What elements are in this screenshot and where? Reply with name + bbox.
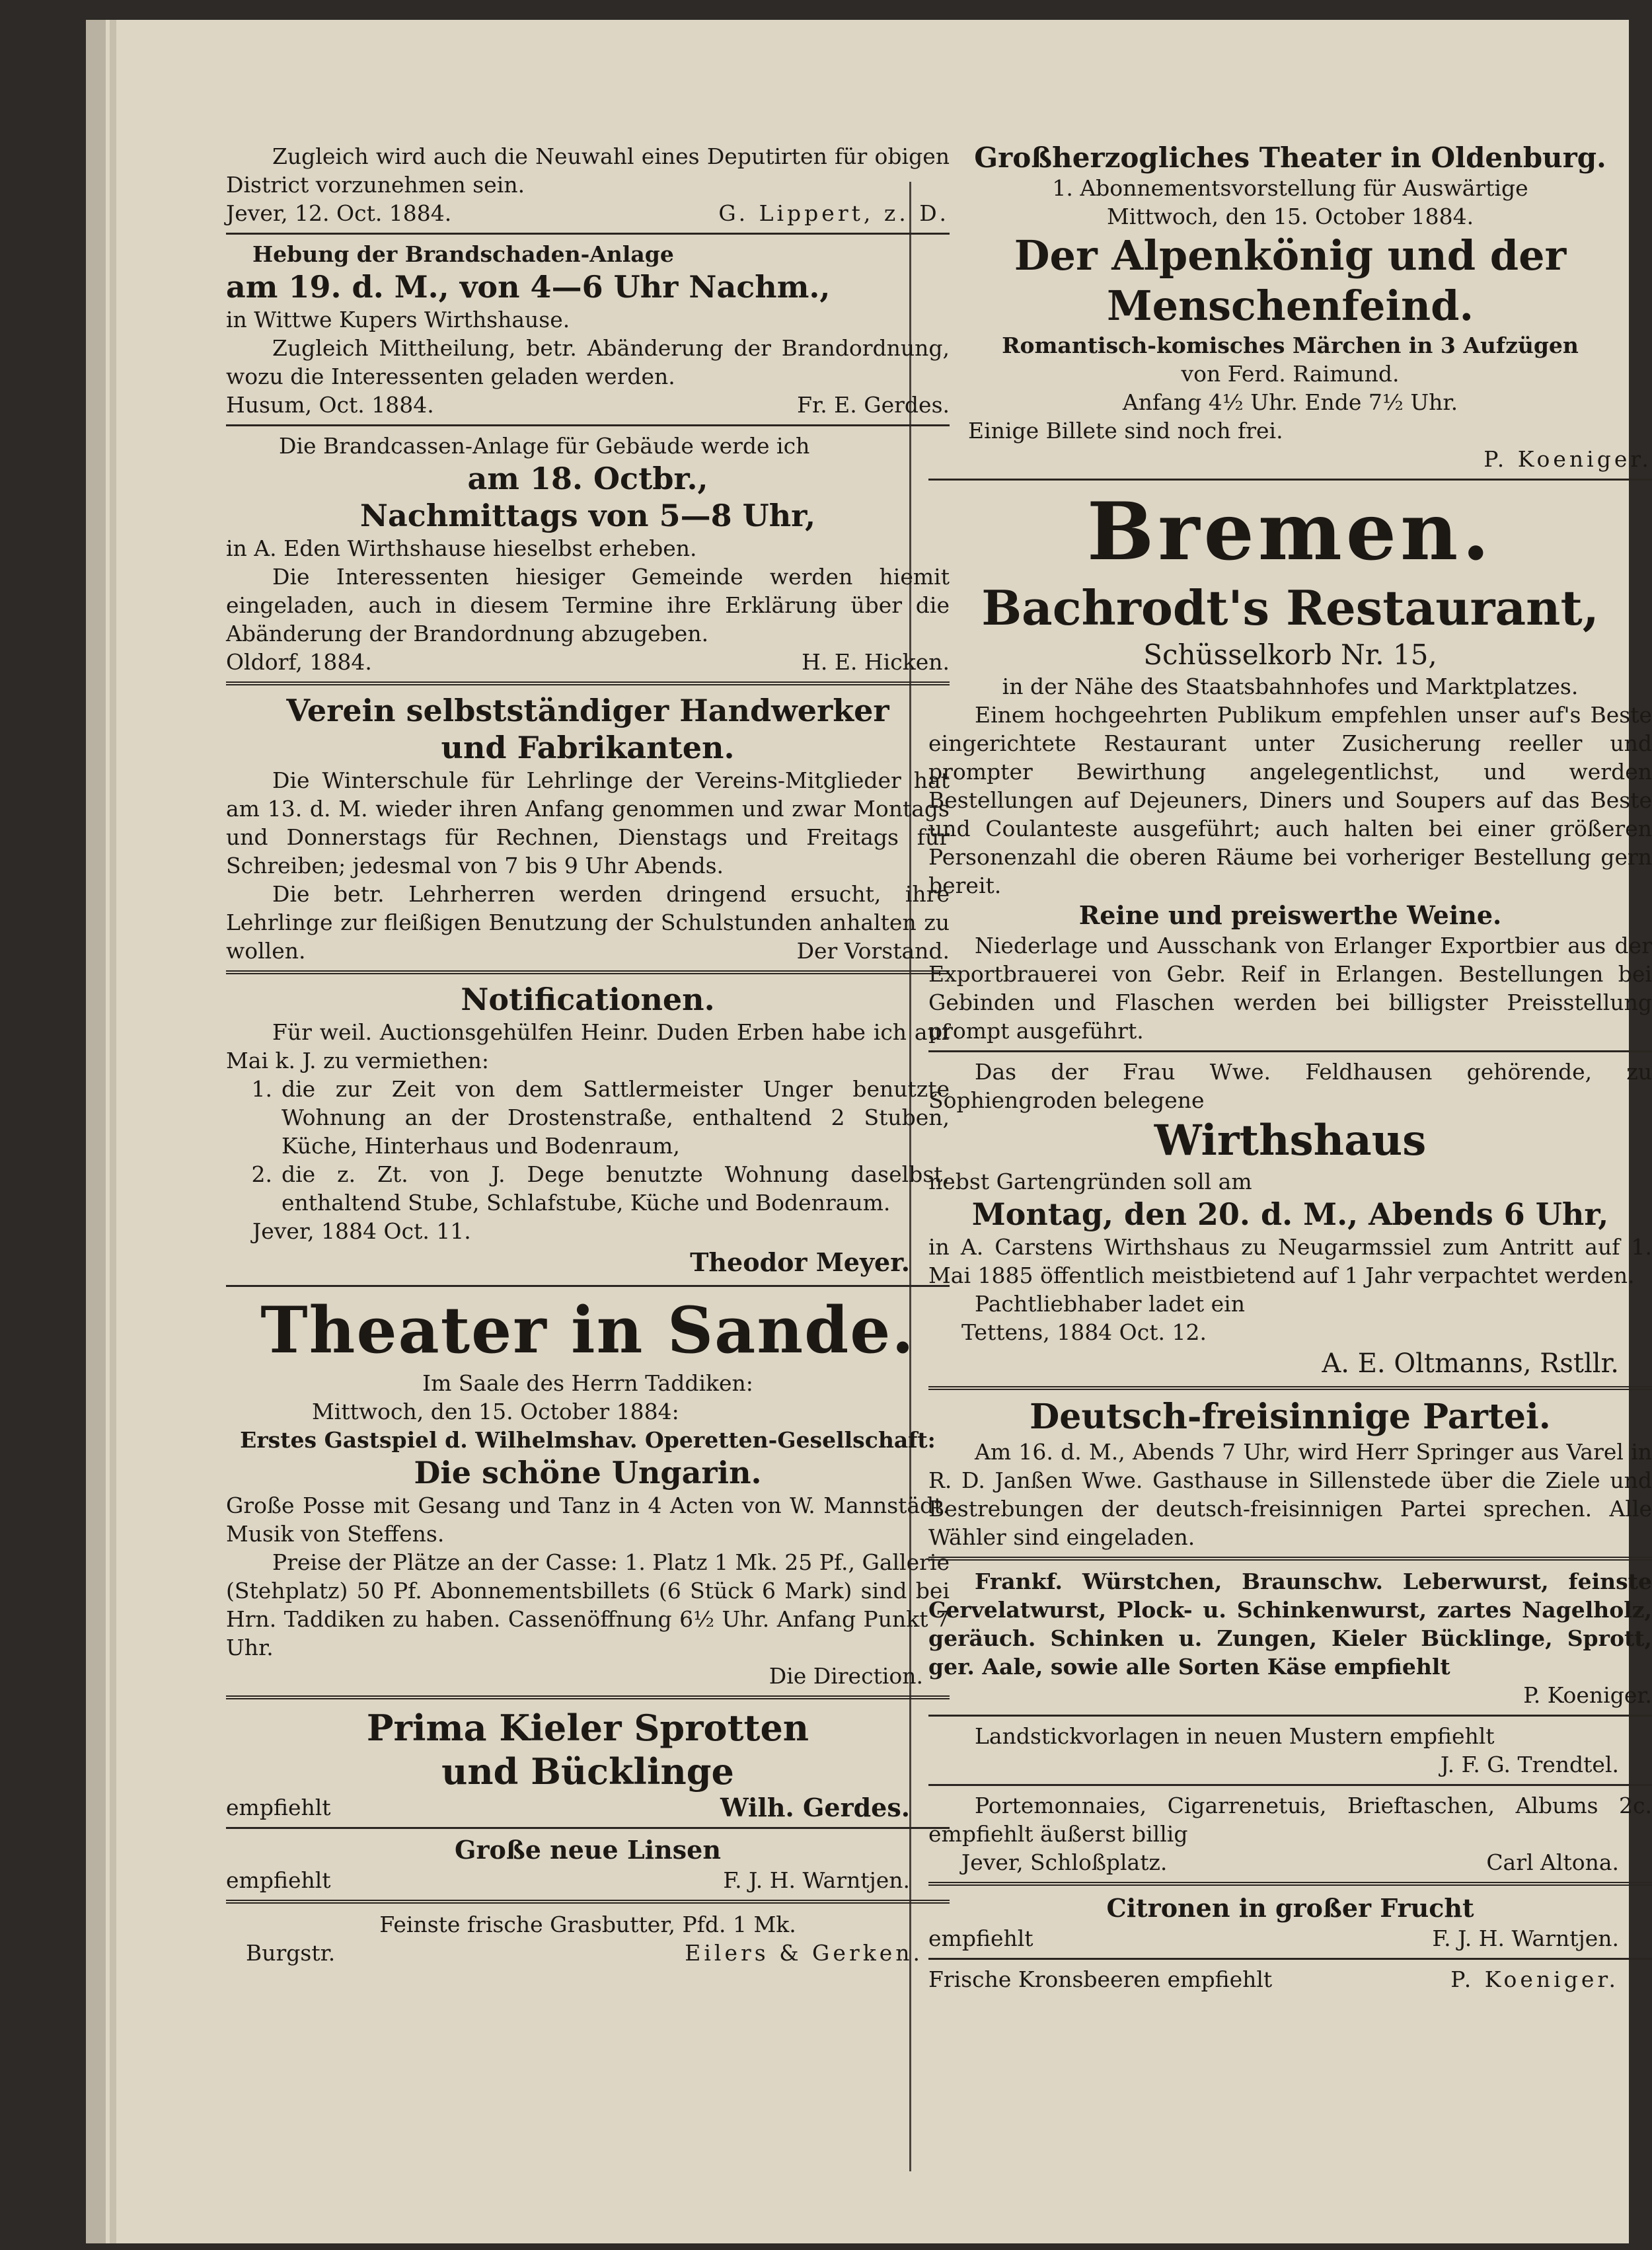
wurst-signature: P. Koeniger. (1523, 1682, 1652, 1708)
portemonnaie-signature: Carl Altona. (1486, 1849, 1619, 1875)
sprotten-title-2: und Bücklinge (441, 1750, 734, 1793)
wurst-ad (928, 1567, 1652, 1709)
left-column (226, 142, 950, 1972)
oldenburg-line-2: Mittwoch, den 15. October 1884. (1106, 204, 1474, 229)
notifications-list (226, 1075, 950, 1217)
brandcassen-place-date: Oldorf, 1884. (226, 649, 372, 675)
deputy-signature: G. Lippert, z. D. (718, 200, 950, 226)
separator (226, 1695, 950, 1699)
kronsbeeren-ad (928, 1965, 1652, 1994)
citronen-label: empfiehlt (928, 1925, 1033, 1951)
wurst-text: Frankf. Würstchen, Braunschw. Leberwurst, feinste Cervelatwurst, Plock- u. Schinkenwurst, zartes Nagelholz, geräuch. Schinken u. Zungen, Kieler Bücklinge, Sprott, ger. Aale, sowie alle Sorten Käse empfiehlt (928, 1569, 1652, 1680)
theater-sande-line-2: Mittwoch, den 15. October 1884: (312, 1399, 679, 1424)
separator (226, 1900, 950, 1904)
brandcassen-date: am 18. Octbr., (467, 461, 708, 496)
verein-ad (226, 692, 950, 965)
citronen-signature: F. J. H. Warntjen. (1432, 1925, 1619, 1951)
sprotten-signature: Wilh. Gerdes. (720, 1793, 910, 1822)
wirthshaus-ad (928, 1058, 1652, 1381)
separator (226, 970, 950, 974)
separator (226, 1285, 950, 1287)
partei-text: Am 16. d. M., Abends 7 Uhr, wird Herr Springer aus Varel in R. D. Janßen Wwe. Gasthause in Sillenstede über die Ziele und Bestrebungen der deutsch-freisinnigen Partei sprechen. Alle Wähler sind eingeladen. (928, 1439, 1652, 1550)
partei-ad (928, 1397, 1652, 1551)
item-number: 1. (251, 1076, 272, 1102)
deputy-place-date: Jever, 12. Oct. 1884. (226, 200, 452, 226)
wirthshaus-place-date: Tettens, 1884 Oct. 12. (961, 1319, 1207, 1345)
theater-sande-text-2: Preise der Plätze an der Casse: 1. Platz 1 Mk. 25 Pf., Gallerie (Stehplatz) 50 Pf. Abonnementsbillets (6 Stück 6 Mark) sind bei Hrn. Taddiken zu haben. Cassenöffnung 6½ Uhr. Anfang Punkt 7 Uhr. (226, 1549, 950, 1660)
wirthshaus-signature: A. E. Oltmanns, Rstllr. (1322, 1348, 1619, 1379)
separator (928, 1050, 1652, 1052)
page-edge-inner (110, 20, 116, 2243)
oldenburg-play-1: Der Alpenkönig und der (1014, 231, 1567, 280)
butter-place: Burgstr. (246, 1940, 336, 1966)
brandcassen-signature: H. E. Hicken. (802, 649, 950, 675)
brandcassen-time: Nachmittags von 5—8 Uhr, (359, 498, 816, 533)
sprotten-ad (226, 1706, 950, 1822)
wirthshaus-text-1: nebst Gartengründen soll am (928, 1169, 1252, 1194)
wirthshaus-intro: Das der Frau Wwe. Feldhausen gehörende, zu Sophiengroden belegene (928, 1059, 1652, 1113)
stick-text: Landstickvorlagen in neuen Mustern empfiehlt (975, 1723, 1495, 1749)
stick-signature: J. F. G. Trendtel. (1440, 1752, 1619, 1777)
linsen-label: empfiehlt (226, 1867, 331, 1893)
notifications-intro: Für weil. Auctionsgehülfen Heinr. Duden Erben habe ich auf Mai k. J. zu vermiethen: (226, 1019, 950, 1073)
notifications-place-date: Jever, 1884 Oct. 11. (252, 1218, 471, 1244)
notifications-title: Notificationen. (461, 982, 715, 1017)
separator (226, 424, 950, 426)
brandschaden-text: Zugleich Mittheilung, betr. Abänderung der Brandordnung, wozu die Interessenten geladen werden. (226, 335, 950, 389)
verein-signature: Der Vorstand. (796, 938, 950, 964)
oldenburg-tickets: Einige Billete sind noch frei. (968, 418, 1283, 444)
item-number: 2. (251, 1161, 272, 1187)
wirthshaus-date: Montag, den 20. d. M., Abends 6 Uhr, (971, 1196, 1609, 1232)
notifications-ad (226, 981, 950, 1280)
theater-sande-title: Theater in Sande. (260, 1293, 915, 1368)
oldenburg-signature: P. Koeniger. (1483, 446, 1652, 472)
item-text: die z. Zt. von J. Dege benutzte Wohnung daselbst, enthaltend Stube, Schlafstube, Küche und Bodenraum. (282, 1161, 950, 1216)
separator (928, 1784, 1652, 1786)
kronsbeeren-text: Frische Kronsbeeren empfiehlt (928, 1966, 1273, 1992)
separator (928, 1386, 1652, 1390)
citronen-title: Citronen in großer Frucht (1106, 1893, 1474, 1923)
bremen-wine: Reine und preiswerthe Weine. (1078, 900, 1502, 930)
bremen-restaurant: Bachrodt's Restaurant, (981, 580, 1599, 636)
newspaper-page (86, 20, 1652, 2243)
separator (928, 1958, 1652, 1960)
theater-sande-line-3: Erstes Gastspiel d. Wilhelmshav. Operetten-Gesellschaft: (240, 1427, 936, 1453)
item-text: die zur Zeit von dem Sattlermeister Unger benutzte Wohnung an der Drostenstraße, enthaltend 2 Stuben, Küche, Hinterhaus und Bodenraum, (282, 1076, 950, 1159)
oldenburg-play-2: Menschenfeind. (1106, 282, 1474, 330)
butter-ad (226, 1910, 950, 1967)
brandschaden-ad (226, 240, 950, 419)
brandschaden-place-date: Husum, Oct. 1884. (226, 392, 434, 418)
theater-sande-text-1: Große Posse mit Gesang und Tanz in 4 Acten von W. Mannstädt. Musik von Steffens. (226, 1493, 950, 1547)
oldenburg-title: Großherzogliches Theater in Oldenburg. (974, 141, 1606, 174)
list-item (226, 1075, 950, 1160)
brandschaden-date: am 19. d. M., von 4—6 Uhr Nachm., (226, 269, 831, 305)
notifications-signature: Theodor Meyer. (690, 1247, 910, 1277)
bremen-address: Schüsselkorb Nr. 15, (1143, 639, 1437, 671)
brandschaden-heading: Hebung der Brandschaden-Anlage (252, 241, 674, 267)
theater-sande-line-1: Im Saale des Herrn Taddiken: (422, 1370, 753, 1396)
wirthshaus-title: Wirthshaus (1154, 1116, 1427, 1165)
linsen-ad (226, 1834, 950, 1894)
wirthshaus-text-2: in A. Carstens Wirthshaus zu Neugarmssiel zum Antritt auf 1. Mai 1885 öffentlich meistbietend auf 1 Jahr verpachtet werden. (928, 1234, 1652, 1288)
separator (928, 479, 1652, 481)
separator (226, 233, 950, 235)
bremen-text-2: Niederlage und Ausschank von Erlanger Exportbier aus der Exportbrauerei von Gebr. Reif in Erlangen. Bestellungen bei Gebinden und Flaschen werden bei billigster Preisstellung prompt ausgeführt. (928, 933, 1652, 1044)
right-column (928, 142, 1652, 1999)
partei-title: Deutsch-freisinnige Partei. (1030, 1397, 1551, 1437)
theater-sande-signature: Die Direction. (769, 1663, 923, 1689)
brandcassen-text: Die Interessenten hiesiger Gemeinde werden hiemit eingeladen, auch in diesem Termine ihre Erklärung über die Abänderung der Brandordnung abzugeben. (226, 564, 950, 646)
bremen-text: Einem hochgeehrten Publikum empfehlen unser auf's Beste eingerichtete Restaurant unter Zusicherung reeller und prompter Bewirthung angelegentlichst, und werden Bestellungen auf Dejeuners, Diners und Soupers auf das Beste und Coulanteste ausgeführt; auch halten bei einer größeren Personenzahl die oberen Räume bei vorheriger Bestellung gern bereit. (928, 702, 1652, 898)
brandschaden-place: in Wittwe Kupers Wirthshause. (226, 307, 570, 332)
separator (226, 681, 950, 685)
linsen-signature: F. J. H. Warntjen. (723, 1867, 910, 1893)
deputy-ad (226, 142, 950, 227)
bremen-ad (928, 486, 1652, 1045)
verein-text-2: Die betr. Lehrherren werden dringend ersucht, ihre Lehrlinge zur fleißigen Benutzung der Schulstunden anhalten zu wollen. (226, 881, 950, 964)
oldenburg-line-1: 1. Abonnementsvorstellung für Auswärtige (1052, 175, 1528, 201)
brandschaden-signature: Fr. E. Gerdes. (797, 392, 950, 418)
separator (928, 1882, 1652, 1886)
list-item (226, 1160, 950, 1217)
deputy-text: Zugleich wird auch die Neuwahl eines Deputirten für obigen District vorzunehmen sein. (226, 143, 950, 198)
bremen-title: Bremen. (1086, 485, 1494, 578)
verein-text-1: Die Winterschule für Lehrlinge der Vereins-Mitglieder hat am 13. d. M. wieder ihren Anfang genommen und zwar Montags und Donnerstags für Rechnen, Dienstags und Freitags für Schreiben; jedesmal von 7 bis 9 Uhr Abends. (226, 767, 950, 878)
sprotten-title-1: Prima Kieler Sprotten (366, 1707, 809, 1749)
brandcassen-ad (226, 432, 950, 676)
brandcassen-intro: Die Brandcassen-Anlage für Gebäude werde ich (279, 433, 810, 459)
portemonnaie-text: Portemonnaies, Cigarrenetuis, Brieftaschen, Albums 2c. empfiehlt äußerst billig (928, 1793, 1652, 1847)
verein-title-2: und Fabrikanten. (441, 730, 735, 765)
page-edge (86, 20, 106, 2243)
separator (928, 1557, 1652, 1561)
portemonnaie-place: Jever, Schloßplatz. (961, 1849, 1168, 1875)
verein-title-1: Verein selbstständiger Handwerker (286, 693, 889, 728)
oldenburg-times: Anfang 4½ Uhr. Ende 7½ Uhr. (1122, 389, 1458, 415)
theater-sande-ad (226, 1292, 950, 1690)
stick-ad (928, 1722, 1652, 1779)
oldenburg-theater-ad (928, 142, 1652, 473)
brandcassen-place: in A. Eden Wirthshause hieselbst erheben. (226, 535, 697, 561)
kronsbeeren-signature: P. Koeniger. (1450, 1966, 1619, 1992)
oldenburg-sub-2: von Ferd. Raimund. (1181, 361, 1400, 387)
theater-sande-play: Die schöne Ungarin. (414, 1455, 762, 1491)
linsen-title: Große neue Linsen (455, 1835, 721, 1865)
bremen-near: in der Nähe des Staatsbahnhofes und Marktplatzes. (1002, 674, 1579, 699)
butter-text: Feinste frische Grasbutter, Pfd. 1 Mk. (379, 1912, 796, 1937)
oldenburg-sub-1: Romantisch-komisches Märchen in 3 Aufzügen (1002, 332, 1579, 358)
separator (928, 1715, 1652, 1717)
butter-signature: Eilers & Gerken. (685, 1940, 923, 1966)
separator (226, 1827, 950, 1829)
citronen-ad (928, 1892, 1652, 1953)
portemonnaie-ad (928, 1791, 1652, 1877)
wirthshaus-text-3: Pachtliebhaber ladet ein (975, 1291, 1245, 1317)
sprotten-label: empfiehlt (226, 1795, 331, 1820)
